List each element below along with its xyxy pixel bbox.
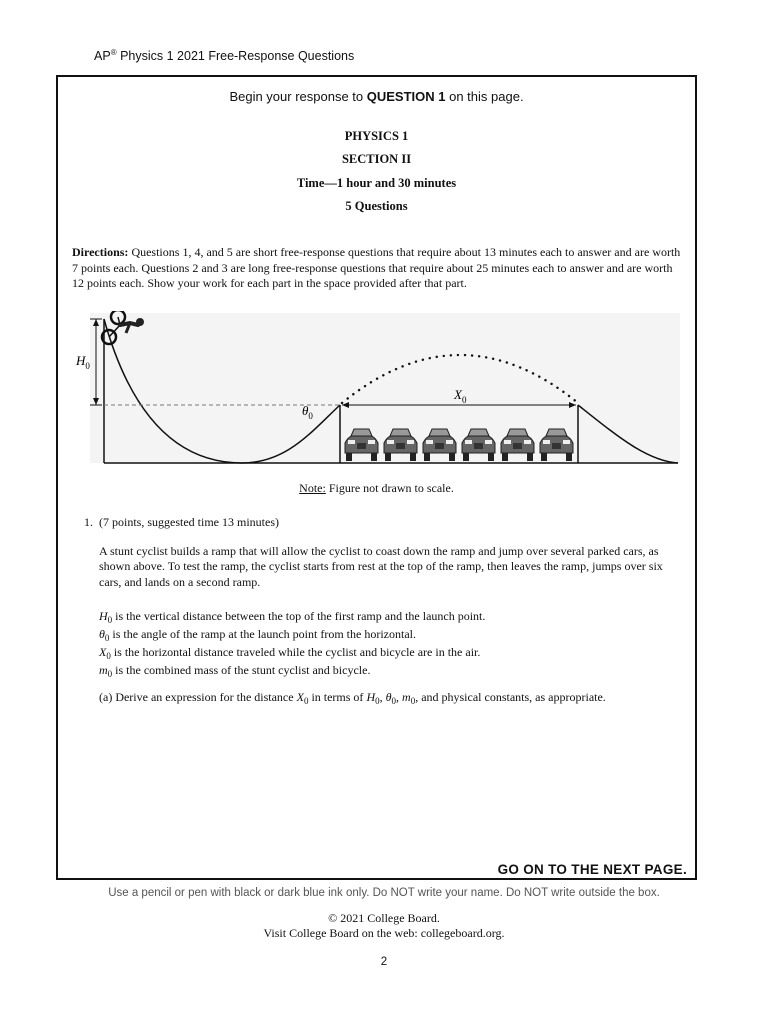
label-h0: $H_0$ [76,353,90,371]
figure-note [58,481,695,496]
note-label: Note: [299,481,326,495]
page-header [94,48,354,63]
question-number: 1. [84,515,93,529]
section-time: Time—1 hour and 30 minutes [296,176,457,190]
part-a-prompt: (a) Derive an expression for the distance $X_0$ in terms of $H_0$, $\theta_0$, $m_0$, and physical constants, as appropriate. [99,690,606,706]
directions [72,245,684,292]
ramp-figure [72,311,684,471]
directions-label: Directions: [72,245,129,259]
begin-pre: Begin your response to [229,89,367,104]
definition-theta0: $\theta_0$ is the angle of the ramp at the launch point from the horizontal. [99,627,416,643]
directions-text: Questions 1, 4, and 5 are short free-response questions that require about 13 minutes each to answer and are worth 7 points each. Questions 2 and 3 are long free-response questions that require about 25 minutes each to answer and are worth 12 points each. Show your work for each part in the space provided after that part. [72,245,681,291]
header-prefix: AP [94,49,111,64]
question-header [84,515,279,530]
header-title: Physics 1 2021 Free-Response Questions [120,49,355,64]
website-line: Visit College Board on the web: collegeboard.org. [263,926,505,940]
section-number: SECTION II [341,152,412,166]
copyright-line: © 2021 College Board. [328,911,440,925]
response-box [56,75,697,880]
begin-post: on this page. [445,89,524,104]
footer-instruction: Use a pencil or pen with black or dark blue ink only. Do NOT write your name. Do NOT write outside the box. [108,887,660,899]
question-text: A stunt cyclist builds a ramp that will allow the cyclist to coast down the ramp and jump over several parked cars, as shown above. To test the ramp, the cyclist starts from rest at the top of the ramp, then leaves the ramp, jumps over six cars, and lands on a second ramp. [99,544,663,589]
begin-question-label: QUESTION 1 [366,89,446,104]
begin-instruction [58,89,695,104]
question-points: (7 points, suggested time 13 minutes) [99,515,279,529]
definition-m0: $m_0$ is the combined mass of the stunt cyclist and bicycle. [99,663,371,679]
definition-x0: $X_0$ is the horizontal distance traveled while the cyclist and bicycle are in the air. [99,645,481,661]
section-title: PHYSICS 1 [344,129,409,143]
registered-mark: ® [110,48,117,57]
go-on-label: GO ON TO THE NEXT PAGE. [497,862,687,877]
label-theta0: $\theta_0$ [302,403,313,421]
page-number: 2 [380,956,388,968]
note-text: Figure not drawn to scale. [325,481,454,495]
label-x0: $X_0$ [454,387,467,405]
section-count: 5 Questions [345,199,408,213]
copyright [0,911,768,941]
definition-h0: $H_0$ is the vertical distance between the top of the first ramp and the launch point. [99,609,486,625]
